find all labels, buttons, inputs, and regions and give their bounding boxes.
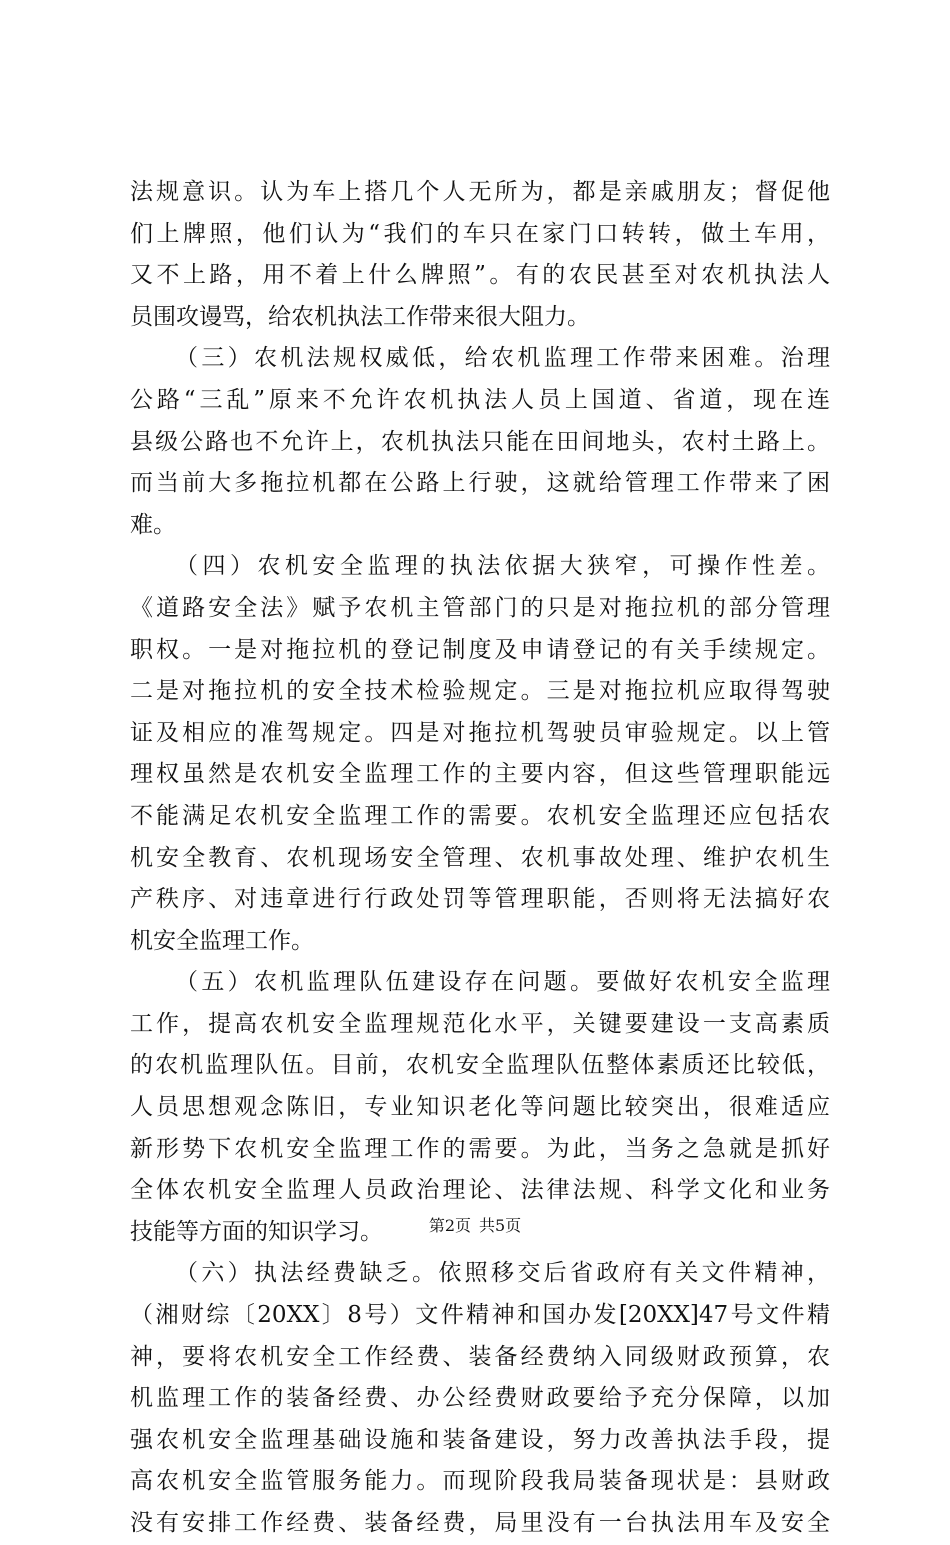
text-line: 没有安排工作经费、装备经费，局里没有一台执法用车及安全 <box>130 1510 830 1536</box>
text-line: 人员思想观念陈旧，专业知识老化等问题比较突出，很难适应 <box>130 1094 830 1121</box>
text-line: 机安全监理工作。 <box>130 927 314 954</box>
text-line: 新形势下农机安全监理工作的需要。为此，当务之急就是抓好 <box>130 1135 830 1162</box>
section-5-heading-line: （五）农机监理队伍建设存在问题。要做好农机安全监理 <box>175 969 830 996</box>
text-line: 神，要将农机安全工作经费、装备经费纳入同级财政预算，农 <box>130 1343 830 1370</box>
text-line: 技能等方面的知识学习。 <box>130 1218 383 1245</box>
text-line: 机安全教育、农机现场安全管理、农机事故处理、维护农机生 <box>130 844 830 871</box>
text-line: 又不上路，用不着上什么牌照”。有的农民甚至对农机执法人 <box>130 262 830 289</box>
text-line: 县级公路也不允许上，农机执法只能在田间地头，农村土路上。 <box>130 428 830 455</box>
document-body <box>130 172 830 1545</box>
section-3-heading-line: （三）农机法规权威低，给农机监理工作带来困难。治理 <box>175 345 830 372</box>
text-line: 公路“三乱”原来不允许农机执法人员上国道、省道，现在连 <box>130 386 830 413</box>
text-line: 工作，提高农机安全监理规范化水平，关键要建设一支高素质 <box>130 1010 830 1037</box>
text-line: 机监理工作的装备经费、办公经费财政要给予充分保障，以加 <box>130 1385 830 1412</box>
text-line: 们上牌照，他们认为“我们的车只在家门口转转，做土车用， <box>130 220 830 247</box>
text-line: 职权。一是对拖拉机的登记制度及申请登记的有关手续规定。 <box>130 636 830 663</box>
text-line: 二是对拖拉机的安全技术检验规定。三是对拖拉机应取得驾驶 <box>130 678 830 705</box>
text-line: 不能满足农机安全监理工作的需要。农机安全监理还应包括农 <box>130 802 830 829</box>
text-line: 高农机安全监管服务能力。而现阶段我局装备现状是：县财政 <box>130 1468 830 1495</box>
text-line: 的农机监理队伍。目前，农机安全监理队伍整体素质还比较低， <box>130 1052 830 1079</box>
text-line: 《道路安全法》赋予农机主管部门的只是对拖拉机的部分管理 <box>130 594 830 621</box>
text-line: 而当前大多拖拉机都在公路上行驶，这就给管理工作带来了困 <box>130 470 830 497</box>
page-footer <box>0 1216 950 1236</box>
section-6-heading-line: （六）执法经费缺乏。依照移交后省政府有关文件精神， <box>175 1260 830 1287</box>
text-line: 产秩序、对违章进行行政处罚等管理职能，否则将无法搞好农 <box>130 886 830 913</box>
page-total: 共5页 <box>479 1216 522 1235</box>
text-line: 全体农机安全监理人员政治理论、法律法规、科学文化和业务 <box>130 1177 830 1204</box>
text-line: 员围攻谩骂，给农机执法工作带来很大阻力。 <box>130 303 590 330</box>
text-line: 强农机安全监理基础设施和装备建设，努力改善执法手段，提 <box>130 1426 830 1453</box>
text-line: 证及相应的准驾规定。四是对拖拉机驾驶员审验规定。以上管 <box>130 719 830 746</box>
text-line: 法规意识。认为车上搭几个人无所为，都是亲戚朋友；督促他 <box>130 179 830 205</box>
text-line: 难。 <box>130 511 176 538</box>
text-line: 理权虽然是农机安全监理工作的主要内容，但这些管理职能远 <box>130 761 830 788</box>
section-4-heading-line: （四）农机安全监理的执法依据大狭窄，可操作性差。 <box>175 553 830 580</box>
text-line: （湘财综〔20XX〕8号）文件精神和国办发[20XX]47号文件精 <box>130 1302 830 1329</box>
page-number: 第2页 <box>428 1216 471 1235</box>
